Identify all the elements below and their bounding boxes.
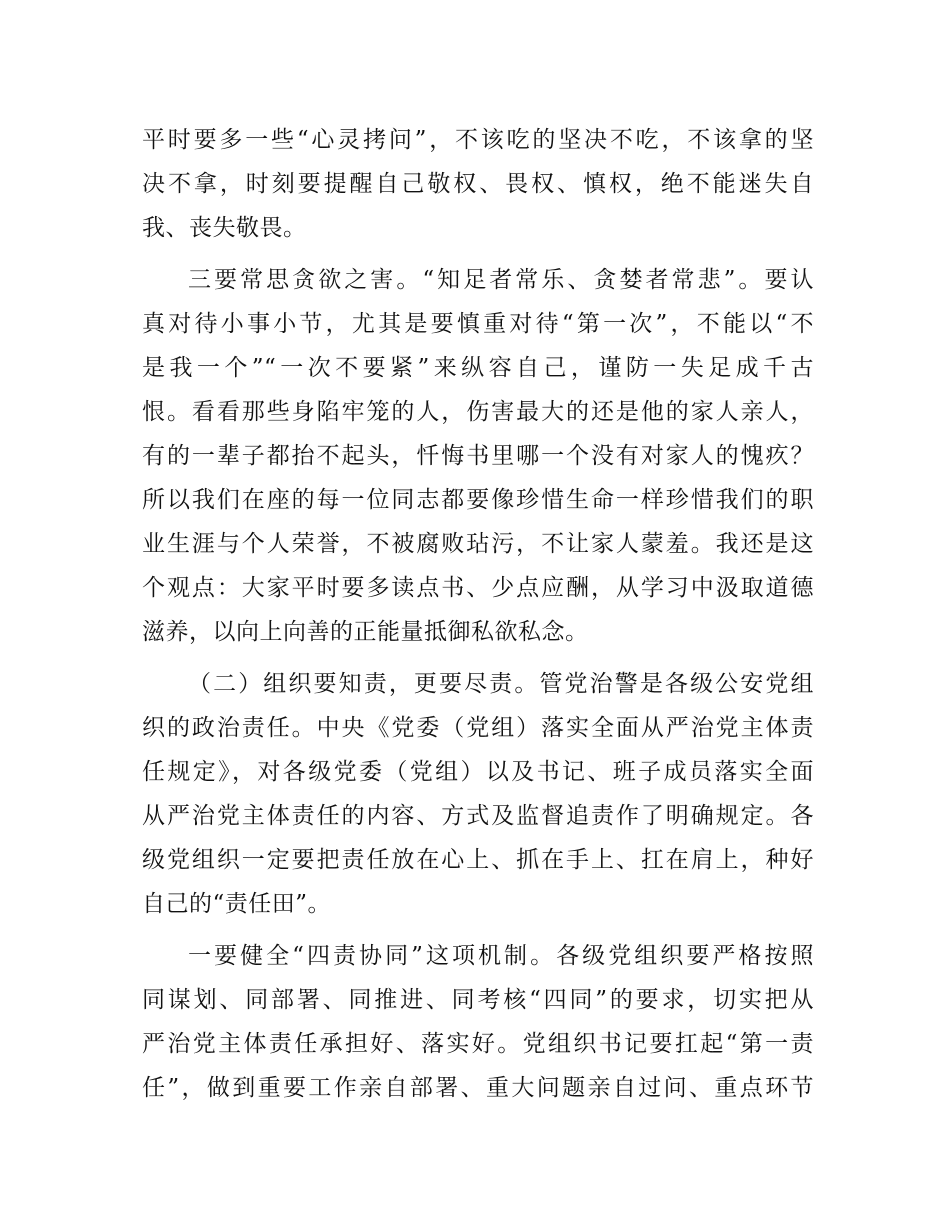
paragraph-four-responsibilities xyxy=(142,934,814,1110)
text-line: 个观点：大家平时要多读点书、少点应酬，从学习中汲取道德 xyxy=(142,575,814,601)
text-line: 决不拿，时刻要提醒自己敬权、畏权、慎权，绝不能迷失自 xyxy=(142,171,814,197)
text-line: 所以我们在座的每一位同志都要像珍惜生命一样珍惜我们的职 xyxy=(142,487,814,513)
text-line: 业生涯与个人荣誉，不被腐败玷污，不让家人蒙羞。我还是这 xyxy=(142,531,814,557)
text-line: 级党组织一定要把责任放在心上、抓在手上、扛在肩上，种好 xyxy=(142,847,814,873)
text-line: 是我一个”“一次不要紧”来纵容自己，谨防一失足成千古 xyxy=(142,355,814,381)
text-line: 恨。看看那些身陷牢笼的人，伤害最大的还是他的家人亲人， xyxy=(142,399,814,425)
text-line: 我、丧失敬畏。 xyxy=(142,215,307,241)
text-line: 三要常思贪欲之害。“知足者常乐、贪婪者常悲”。要认 xyxy=(188,267,814,293)
paragraph-continued xyxy=(142,118,814,250)
text-line: 从严治党主体责任的内容、方式及监督追责作了明确规定。各 xyxy=(142,803,814,829)
text-line: 滋养，以向上向善的正能量抵御私欲私念。 xyxy=(142,619,589,645)
text-line: （二）组织要知责，更要尽责。管党治警是各级公安党组 xyxy=(188,671,814,697)
text-line: 任”，做到重要工作亲自部署、重大问题亲自过问、重点环节 xyxy=(142,1075,814,1101)
text-line: 一要健全“四责协同”这项机制。各级党组织要严格按照 xyxy=(188,943,814,969)
text-line: 自己的“责任田”。 xyxy=(142,891,332,917)
text-line: 严治党主体责任承担好、落实好。党组织书记要扛起“第一责 xyxy=(142,1031,814,1057)
paragraph-organization-duty xyxy=(142,662,814,926)
paragraph-greed-harm xyxy=(142,258,814,654)
text-line: 织的政治责任。中央《党委（党组）落实全面从严治党主体责 xyxy=(142,715,814,741)
text-line: 同谋划、同部署、同推进、同考核“四同”的要求，切实把从 xyxy=(142,987,814,1013)
text-line: 真对待小事小节，尤其是要慎重对待“第一次”，不能以“不 xyxy=(142,311,814,337)
text-line: 任规定》，对各级党委（党组）以及书记、班子成员落实全面 xyxy=(142,759,814,785)
text-line: 有的一辈子都抬不起头，忏悔书里哪一个没有对家人的愧疚？ xyxy=(142,443,814,469)
text-line: 平时要多一些“心灵拷问”，不该吃的坚决不吃，不该拿的坚 xyxy=(142,127,814,153)
